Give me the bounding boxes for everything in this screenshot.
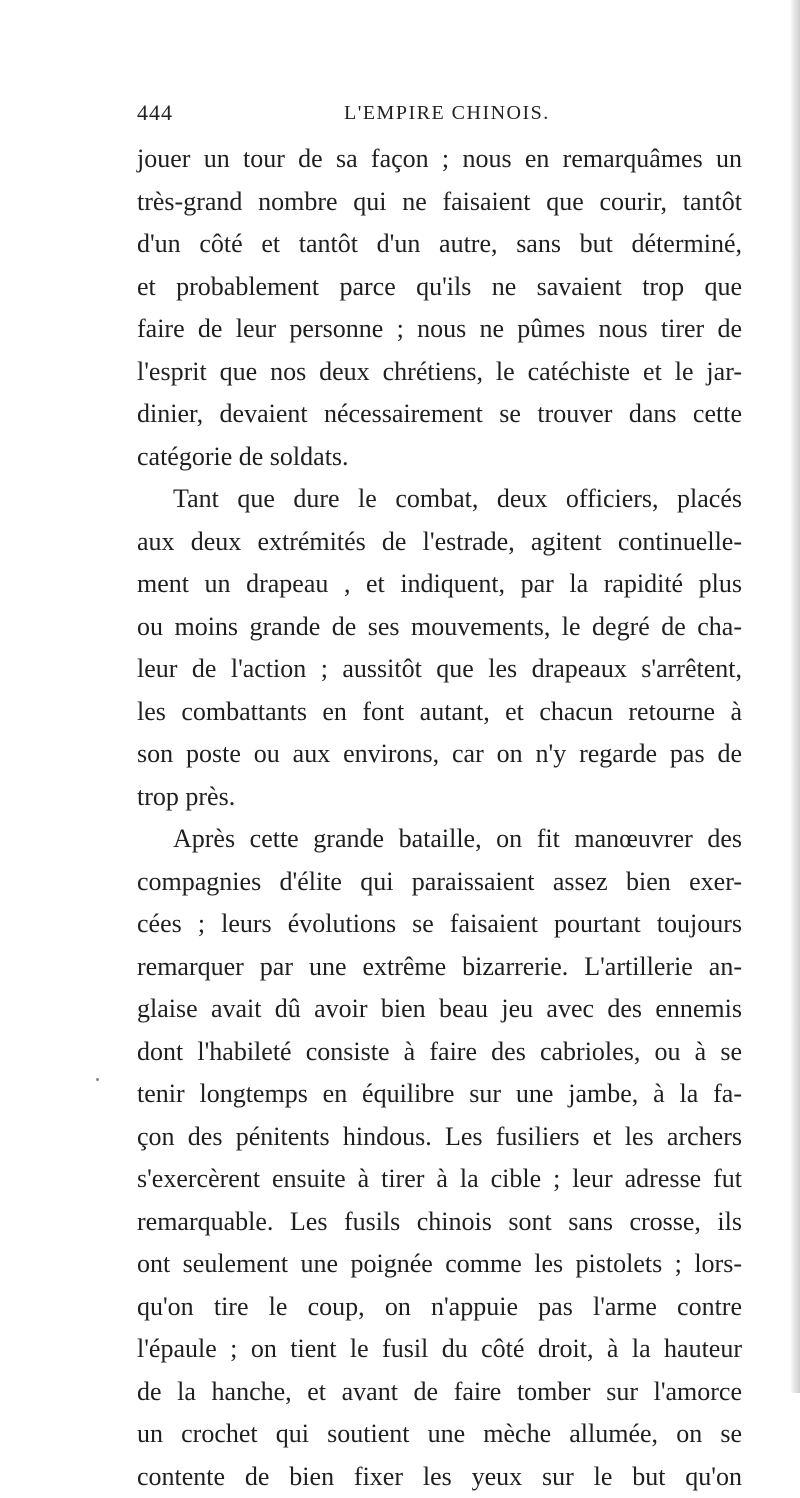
text-line: un crochet qui soutient une mèche allumée, on se <box>137 1413 742 1456</box>
text-line: ou moins grande de ses mouvements, le degré de cha- <box>137 606 742 649</box>
page-number: 444 <box>137 100 173 126</box>
text-line: aux deux extrémités de l'estrade, agitent continuelle- <box>137 521 742 564</box>
body-text <box>137 138 742 1498</box>
text-line: ont seulement une poignée comme les pistolets ; lors- <box>137 1243 742 1286</box>
text-line: faire de leur personne ; nous ne pûmes nous tirer de <box>137 308 742 351</box>
text-line: remarquer par une extrême bizarrerie. L'artillerie an- <box>137 946 742 989</box>
text-line: tenir longtemps en équilibre sur une jambe, à la fa- <box>137 1073 742 1116</box>
text-line: Tant que dure le combat, deux officiers, placés <box>137 478 742 521</box>
text-line: dont l'habileté consiste à faire des cabrioles, ou à se <box>137 1031 742 1074</box>
text-line: son poste ou aux environs, car on n'y regarde pas de <box>137 733 742 776</box>
text-line: très-grand nombre qui ne faisaient que courir, tantôt <box>137 181 742 224</box>
text-line: jouer un tour de sa façon ; nous en remarquâmes un <box>137 138 742 181</box>
text-line: dinier, devaient nécessairement se trouver dans cette <box>137 393 742 436</box>
text-line: et probablement parce qu'ils ne savaient trop que <box>137 266 742 309</box>
text-line: çon des pénitents hindous. Les fusiliers et les archers <box>137 1116 742 1159</box>
text-line: de la hanche, et avant de faire tomber sur l'amorce <box>137 1371 742 1414</box>
page-header <box>137 100 737 130</box>
text-line: leur de l'action ; aussitôt que les drapeaux s'arrêtent, <box>137 648 742 691</box>
text-line: cées ; leurs évolutions se faisaient pourtant toujours <box>137 903 742 946</box>
text-line: l'épaule ; on tient le fusil du côté droit, à la hauteur <box>137 1328 742 1371</box>
text-line: qu'on tire le coup, on n'appuie pas l'arme contre <box>137 1286 742 1329</box>
running-title: L'EMPIRE CHINOIS. <box>344 102 550 125</box>
page-edge-shadow <box>790 0 800 1393</box>
text-line: trop près. <box>137 776 742 819</box>
text-line: d'un côté et tantôt d'un autre, sans but déterminé, <box>137 223 742 266</box>
text-line: ment un drapeau , et indiquent, par la rapidité plus <box>137 563 742 606</box>
text-line: contente de bien fixer les yeux sur le but qu'on <box>137 1456 742 1498</box>
text-line: catégorie de soldats. <box>137 436 742 479</box>
text-line: compagnies d'élite qui paraissaient assez bien exer- <box>137 861 742 904</box>
paper-speck <box>96 1078 99 1081</box>
text-line: les combattants en font autant, et chacun retourne à <box>137 691 742 734</box>
text-line: remarquable. Les fusils chinois sont sans crosse, ils <box>137 1201 742 1244</box>
text-line: Après cette grande bataille, on fit manœuvrer des <box>137 818 742 861</box>
text-line: glaise avait dû avoir bien beau jeu avec des ennemis <box>137 988 742 1031</box>
text-line: l'esprit que nos deux chrétiens, le catéchiste et le jar- <box>137 351 742 394</box>
text-line: s'exercèrent ensuite à tirer à la cible ; leur adresse fut <box>137 1158 742 1201</box>
